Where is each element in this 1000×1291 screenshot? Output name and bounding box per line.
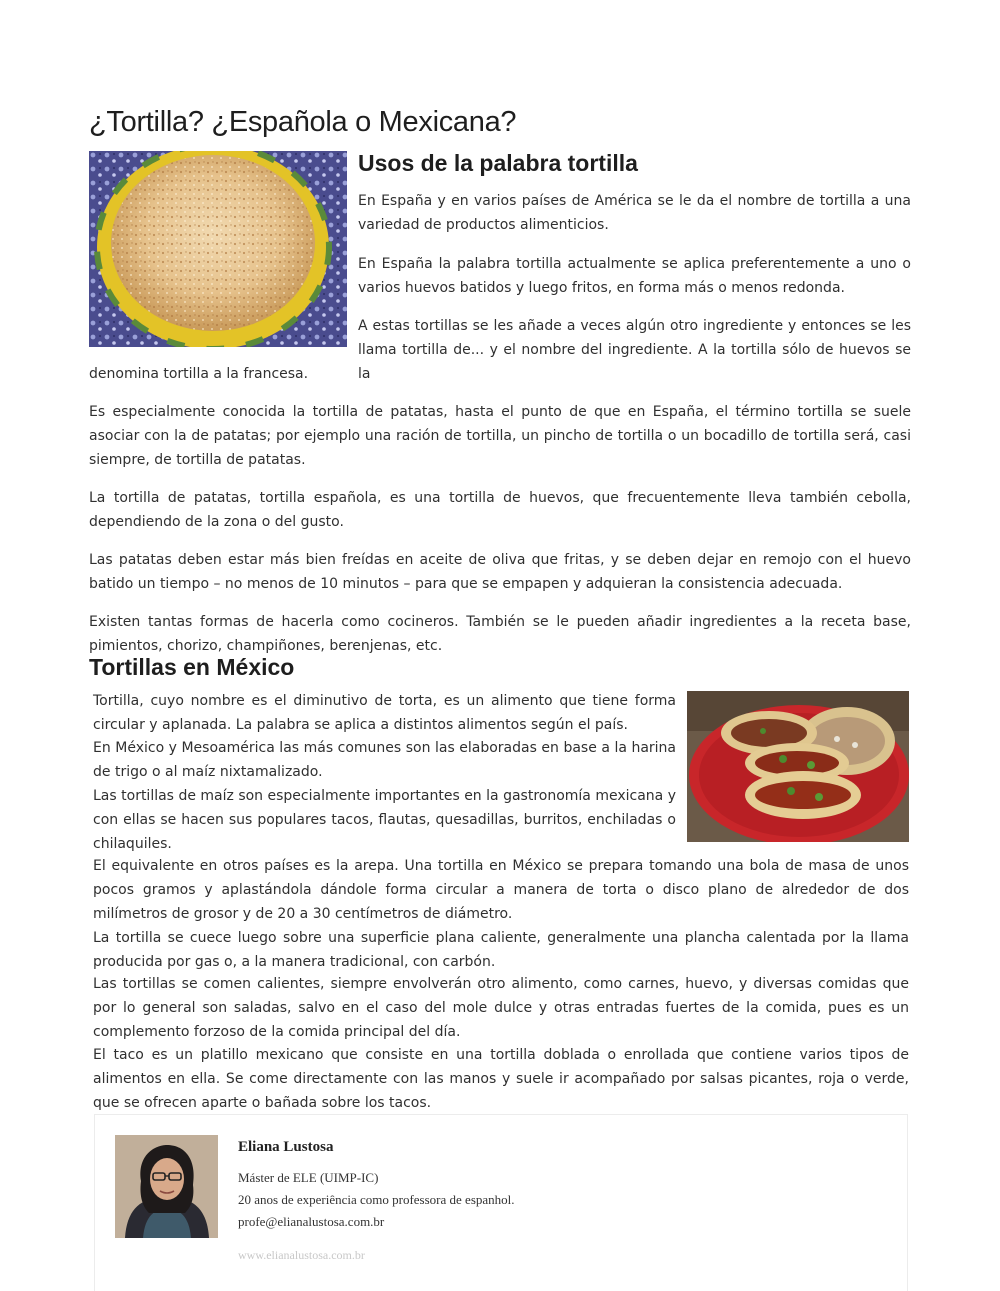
author-website[interactable]: www.elianalustosa.com.br xyxy=(238,1248,365,1262)
author-avatar xyxy=(115,1135,218,1238)
paragraph: En España la palabra tortilla actualmente se aplica preferentemente a uno o varios huevos batidos y luego fritos, en forma más o menos redonda. xyxy=(358,256,911,296)
page-title: ¿Tortilla? ¿Española o Mexicana? xyxy=(89,106,517,138)
paragraph: Las patatas deben estar más bien freídas en aceite de oliva que fritas, y se deben dejar en remojo con el huevo batido un tiempo – no menos de 10 minutos – para que se empapen y adquieran la consistencia adecuada. xyxy=(89,552,911,592)
spanish-tortilla-photo xyxy=(89,151,347,347)
paragraph: Las tortillas de maíz son especialmente importantes en la gastronomía mexicana y con ellas se hacen sus populares tacos, flautas, quesadillas, burritos, enchiladas o chilaquiles. xyxy=(93,788,676,852)
author-experience: 20 anos de experiência como professora de espanhol. xyxy=(238,1192,515,1207)
paragraph: La tortilla se cuece luego sobre una superficie plana caliente, generalmente una plancha calentada por la llama producida por gas o, a la manera tradicional, con carbón. xyxy=(93,930,909,970)
paragraph: Las tortillas se comen calientes, siempre envolverán otro alimento, como carnes, huevo, y diversas comidas que por lo general son saladas, salvo en el caso del mole dulce y otras entradas fuertes de la comida, pues es un complemento forzoso de la comida principal del día. xyxy=(93,976,909,1040)
author-email[interactable]: profe@elianalustosa.com.br xyxy=(238,1214,385,1229)
paragraph: La tortilla de patatas, tortilla española, es una tortilla de huevos, que frecuentemente lleva también cebolla, dependiendo de la zona o del gusto. xyxy=(89,490,911,530)
section-heading-mexico: Tortillas en México xyxy=(89,654,295,680)
paragraph: El equivalente en otros países es la arepa. Una tortilla en México se prepara tomando una bola de masa de unos pocos gramos y aplastándola dándole forma circular a manera de torta o disco plano de alrededor de dos milímetros de grosor y de 20 a 30 centímetros de diámetro. xyxy=(93,858,909,922)
paragraph: Tortilla, cuyo nombre es el diminutivo de torta, es un alimento que tiene forma circular y aplanada. La palabra se aplica a distintos alimentos según el país. xyxy=(93,693,676,733)
section-heading-usos: Usos de la palabra tortilla xyxy=(358,150,638,176)
paragraph: El taco es un platillo mexicano que consiste en una tortilla doblada o enrollada que contiene varios tipos de alimentos en ella. Se come directamente con las manos y suele ir acompañado por salsas picantes, roja o verde, que se ofrecen aparte o bañada sobre los tacos. xyxy=(93,1047,909,1111)
paragraph: En España y en varios países de América se le da el nombre de tortilla a una variedad de productos alimenticios. xyxy=(358,193,911,233)
paragraph-continuation: denomina tortilla a la francesa. xyxy=(89,366,309,382)
paragraph: A estas tortillas se les añade a veces algún otro ingrediente y entonces se les llama tortilla de... y el nombre del ingrediente. A la tortilla sólo de huevos se la xyxy=(358,318,911,382)
paragraph: En México y Mesoamérica las más comunes son las elaboradas en base a la harina de trigo o al maíz nixtamalizado. xyxy=(93,740,676,780)
paragraph: Existen tantas formas de hacerla como cocineros. También se le pueden añadir ingredientes a la receta base, pimientos, chorizo, champiñones, berenjenas, etc. xyxy=(89,614,911,654)
author-name: Eliana Lustosa xyxy=(238,1139,334,1155)
tacos-photo xyxy=(687,691,909,842)
author-degree: Máster de ELE (UIMP-IC) xyxy=(238,1170,379,1185)
paragraph: Es especialmente conocida la tortilla de patatas, hasta el punto de que en España, el término tortilla se suele asociar con la de patatas; por ejemplo una ración de tortilla, un pincho de tortilla o un bocadillo de tortilla será, casi siempre, de tortilla de patatas. xyxy=(89,404,911,468)
